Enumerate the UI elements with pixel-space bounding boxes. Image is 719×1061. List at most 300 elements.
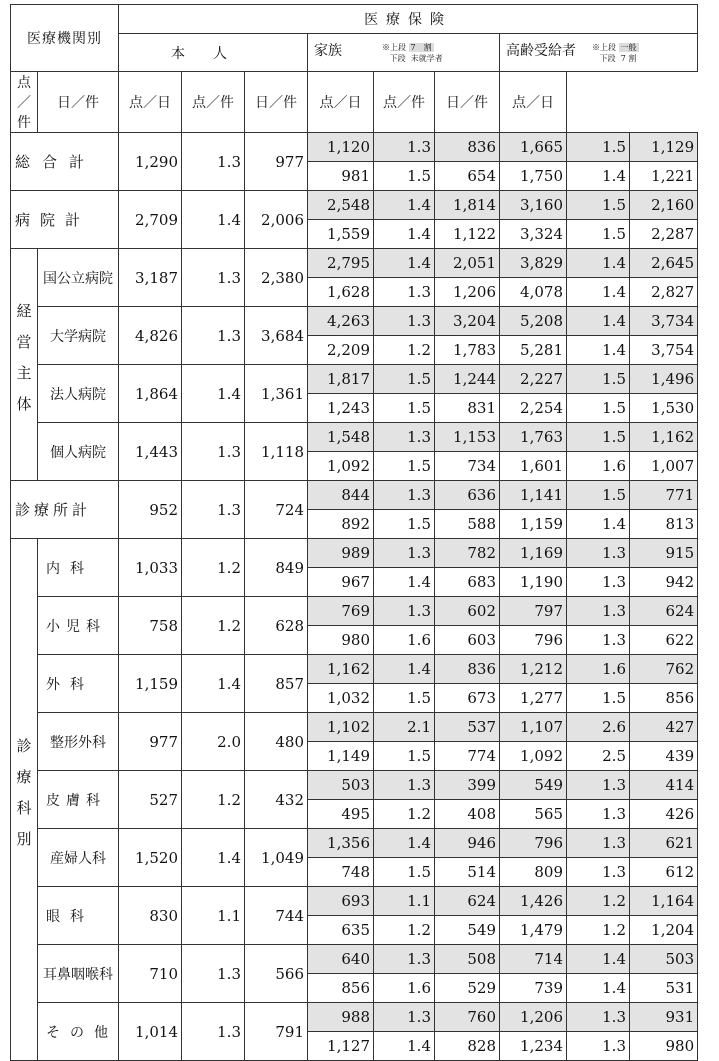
cell-lower: 426 xyxy=(630,800,698,829)
cell-upper: 1.5 xyxy=(374,365,435,394)
cell-upper: 1.3 xyxy=(374,481,435,510)
cell-upper: 640 xyxy=(308,945,374,974)
cell-honnin: 1,014 xyxy=(119,1003,182,1061)
cell-honnin: 952 xyxy=(119,481,182,539)
cell-lower: 654 xyxy=(435,162,500,191)
cell-lower: 1.3 xyxy=(567,1032,630,1061)
header-institution: 医療機関別 xyxy=(11,5,119,72)
cell-upper: 2,548 xyxy=(308,191,374,220)
row-label: 眼科 xyxy=(38,887,119,945)
cell-upper: 1.4 xyxy=(567,945,630,974)
cell-lower: 514 xyxy=(435,858,500,887)
cell-lower: 1.4 xyxy=(374,1032,435,1061)
cell-upper: 1,665 xyxy=(500,133,567,162)
cell-upper: 1.3 xyxy=(374,771,435,800)
cell-lower: 809 xyxy=(500,858,567,887)
cell-honnin: 3,684 xyxy=(245,307,308,365)
cell-lower: 1.5 xyxy=(567,220,630,249)
cell-honnin: 1,864 xyxy=(119,365,182,423)
cell-honnin: 566 xyxy=(245,945,308,1003)
cell-lower: 796 xyxy=(500,626,567,655)
cell-upper: 1.4 xyxy=(567,307,630,336)
cell-upper: 1.3 xyxy=(374,307,435,336)
cell-lower: 1,149 xyxy=(308,742,374,771)
cell-upper: 2,160 xyxy=(630,191,698,220)
cell-lower: 1.2 xyxy=(374,800,435,829)
cell-upper: 1.4 xyxy=(374,829,435,858)
cell-upper: 771 xyxy=(630,481,698,510)
cell-upper: 1,814 xyxy=(435,191,500,220)
cell-upper: 2,645 xyxy=(630,249,698,278)
cell-honnin: 1.2 xyxy=(182,539,245,597)
cell-lower: 1,092 xyxy=(500,742,567,771)
table-row xyxy=(11,1003,698,1032)
cell-honnin: 1.4 xyxy=(182,829,245,887)
cell-upper: 1,206 xyxy=(500,1003,567,1032)
cell-honnin: 1,443 xyxy=(119,423,182,481)
table-row xyxy=(11,307,698,336)
row-label: 外科 xyxy=(38,655,119,713)
cell-lower: 1.2 xyxy=(374,336,435,365)
koureisha-note-lower-value: 7 割 xyxy=(620,54,637,63)
cell-upper: 836 xyxy=(435,655,500,684)
cell-upper: 1.3 xyxy=(374,945,435,974)
cell-upper: 796 xyxy=(500,829,567,858)
cell-lower: 1.5 xyxy=(374,452,435,481)
cell-upper: 2,051 xyxy=(435,249,500,278)
cell-honnin: 1.3 xyxy=(182,423,245,481)
table-row xyxy=(11,133,698,162)
cell-lower: 603 xyxy=(435,626,500,655)
cell-honnin: 857 xyxy=(245,655,308,713)
cell-upper: 3,160 xyxy=(500,191,567,220)
cell-lower: 942 xyxy=(630,568,698,597)
cell-honnin: 1.3 xyxy=(182,249,245,307)
cell-lower: 1,190 xyxy=(500,568,567,597)
row-label: 総合計 xyxy=(11,133,119,191)
cell-upper: 503 xyxy=(308,771,374,800)
cell-lower: 1.2 xyxy=(567,916,630,945)
cell-upper: 1,162 xyxy=(308,655,374,684)
cell-upper: 2,795 xyxy=(308,249,374,278)
cell-lower: 856 xyxy=(630,684,698,713)
cell-upper: 797 xyxy=(500,597,567,626)
cell-lower: 1.6 xyxy=(374,626,435,655)
cell-upper: 1.3 xyxy=(567,771,630,800)
cell-upper: 2.6 xyxy=(567,713,630,742)
cell-upper: 1.5 xyxy=(567,423,630,452)
cell-lower: 1,127 xyxy=(308,1032,374,1061)
cell-upper: 1.1 xyxy=(374,887,435,916)
cell-lower: 1,783 xyxy=(435,336,500,365)
cell-upper: 503 xyxy=(630,945,698,974)
header-kazoku-cell xyxy=(308,34,500,72)
cell-lower: 1,221 xyxy=(630,162,698,191)
header-koureisha-cell xyxy=(500,34,698,72)
cell-honnin: 1.3 xyxy=(182,945,245,1003)
cell-lower: 1.6 xyxy=(374,974,435,1003)
table-row xyxy=(11,481,698,510)
cell-upper: 1,763 xyxy=(500,423,567,452)
cell-lower: 588 xyxy=(435,510,500,539)
row-label: その他 xyxy=(38,1003,119,1061)
cell-lower: 1.5 xyxy=(374,394,435,423)
cell-honnin: 830 xyxy=(119,887,182,945)
cell-upper: 1.3 xyxy=(374,539,435,568)
cell-lower: 1,032 xyxy=(308,684,374,713)
table-row xyxy=(11,539,698,568)
cell-honnin: 977 xyxy=(119,713,182,771)
group-label-shinryo: 診療科別 xyxy=(11,539,38,1061)
row-label: 病院計 xyxy=(11,191,119,249)
kazoku-note-lower-value: 未就学者 xyxy=(410,54,443,63)
header-koureisha: 高齢受給者 xyxy=(506,43,576,59)
cell-lower: 774 xyxy=(435,742,500,771)
cell-upper: 1.5 xyxy=(567,191,630,220)
cell-lower: 612 xyxy=(630,858,698,887)
cell-upper: 414 xyxy=(630,771,698,800)
cell-lower: 1.3 xyxy=(374,278,435,307)
cell-upper: 427 xyxy=(630,713,698,742)
cell-lower: 1.6 xyxy=(567,452,630,481)
cell-lower: 1,234 xyxy=(500,1032,567,1061)
cell-honnin: 744 xyxy=(245,887,308,945)
cell-honnin: 977 xyxy=(245,133,308,191)
cell-upper: 1,107 xyxy=(500,713,567,742)
cell-lower: 1,206 xyxy=(435,278,500,307)
table-row xyxy=(11,771,698,800)
koureisha-note-upper-value: 一般 xyxy=(620,43,637,52)
cell-upper: 621 xyxy=(630,829,698,858)
cell-honnin: 1,361 xyxy=(245,365,308,423)
medical-cost-table xyxy=(10,4,698,1061)
cell-upper: 1.4 xyxy=(374,191,435,220)
cell-lower: 4,078 xyxy=(500,278,567,307)
cell-upper: 1,169 xyxy=(500,539,567,568)
cell-lower: 967 xyxy=(308,568,374,597)
cell-lower: 531 xyxy=(630,974,698,1003)
table-body xyxy=(11,133,698,1061)
cell-lower: 1,277 xyxy=(500,684,567,713)
cell-upper: 1,102 xyxy=(308,713,374,742)
cell-upper: 760 xyxy=(435,1003,500,1032)
koureisha-note-upper-label: ※上段 xyxy=(592,43,616,52)
cell-lower: 1,530 xyxy=(630,394,698,423)
cell-lower: 408 xyxy=(435,800,500,829)
cell-upper: 602 xyxy=(435,597,500,626)
table-row xyxy=(11,945,698,974)
cell-honnin: 710 xyxy=(119,945,182,1003)
cell-lower: 529 xyxy=(435,974,500,1003)
cell-lower: 1.5 xyxy=(567,394,630,423)
unit-header: 点／件 xyxy=(374,72,435,133)
unit-header: 点／件 xyxy=(11,72,38,133)
cell-upper: 624 xyxy=(435,887,500,916)
unit-header: 日／件 xyxy=(435,72,500,133)
unit-header: 日／件 xyxy=(38,72,119,133)
unit-header: 点／日 xyxy=(119,72,182,133)
cell-lower: 549 xyxy=(435,916,500,945)
kazoku-note-upper-value: 7 割 xyxy=(410,43,432,52)
cell-lower: 495 xyxy=(308,800,374,829)
cell-honnin: 1,033 xyxy=(119,539,182,597)
cell-upper: 714 xyxy=(500,945,567,974)
cell-upper: 1,162 xyxy=(630,423,698,452)
table-header xyxy=(11,5,698,133)
cell-honnin: 2,006 xyxy=(245,191,308,249)
unit-header: 点／日 xyxy=(500,72,567,133)
row-label: 産婦人科 xyxy=(38,829,119,887)
cell-lower: 2,209 xyxy=(308,336,374,365)
cell-lower: 981 xyxy=(308,162,374,191)
cell-upper: 762 xyxy=(630,655,698,684)
cell-honnin: 432 xyxy=(245,771,308,829)
cell-lower: 1.5 xyxy=(374,162,435,191)
cell-honnin: 1,159 xyxy=(119,655,182,713)
cell-upper: 1.3 xyxy=(374,423,435,452)
cell-upper: 1.3 xyxy=(567,829,630,858)
row-label: 国公立病院 xyxy=(38,249,119,307)
table-row xyxy=(11,597,698,626)
cell-upper: 1.3 xyxy=(374,133,435,162)
cell-upper: 636 xyxy=(435,481,500,510)
row-label: 皮膚科 xyxy=(38,771,119,829)
cell-lower: 635 xyxy=(308,916,374,945)
cell-upper: 399 xyxy=(435,771,500,800)
cell-upper: 915 xyxy=(630,539,698,568)
cell-upper: 5,208 xyxy=(500,307,567,336)
cell-upper: 2,227 xyxy=(500,365,567,394)
cell-honnin: 724 xyxy=(245,481,308,539)
cell-upper: 549 xyxy=(500,771,567,800)
cell-lower: 734 xyxy=(435,452,500,481)
cell-upper: 931 xyxy=(630,1003,698,1032)
cell-lower: 892 xyxy=(308,510,374,539)
cell-upper: 624 xyxy=(630,597,698,626)
kazoku-note-lower-label: 下段 xyxy=(389,54,406,63)
cell-upper: 693 xyxy=(308,887,374,916)
unit-header: 点／件 xyxy=(182,72,245,133)
cell-honnin: 1.4 xyxy=(182,191,245,249)
cell-honnin: 1,118 xyxy=(245,423,308,481)
cell-upper: 836 xyxy=(435,133,500,162)
cell-lower: 1.4 xyxy=(567,336,630,365)
cell-lower: 856 xyxy=(308,974,374,1003)
cell-honnin: 4,826 xyxy=(119,307,182,365)
cell-lower: 1.5 xyxy=(374,684,435,713)
cell-upper: 988 xyxy=(308,1003,374,1032)
cell-upper: 769 xyxy=(308,597,374,626)
cell-lower: 1,479 xyxy=(500,916,567,945)
cell-lower: 1.5 xyxy=(567,684,630,713)
cell-lower: 1,092 xyxy=(308,452,374,481)
cell-upper: 1.3 xyxy=(567,597,630,626)
cell-lower: 1.2 xyxy=(374,916,435,945)
cell-lower: 3,754 xyxy=(630,336,698,365)
cell-honnin: 1.3 xyxy=(182,307,245,365)
cell-upper: 844 xyxy=(308,481,374,510)
cell-upper: 3,734 xyxy=(630,307,698,336)
cell-lower: 980 xyxy=(630,1032,698,1061)
cell-upper: 1.3 xyxy=(567,539,630,568)
cell-lower: 1,628 xyxy=(308,278,374,307)
cell-upper: 1.5 xyxy=(567,133,630,162)
cell-upper: 1.5 xyxy=(567,365,630,394)
cell-upper: 1,817 xyxy=(308,365,374,394)
cell-lower: 673 xyxy=(435,684,500,713)
cell-lower: 1,750 xyxy=(500,162,567,191)
cell-upper: 2.1 xyxy=(374,713,435,742)
header-koureisha-note xyxy=(592,42,639,64)
cell-upper: 1,426 xyxy=(500,887,567,916)
table-row xyxy=(11,365,698,394)
cell-upper: 1.4 xyxy=(567,249,630,278)
cell-lower: 565 xyxy=(500,800,567,829)
cell-lower: 828 xyxy=(435,1032,500,1061)
row-label: 個人病院 xyxy=(38,423,119,481)
row-label: 大学病院 xyxy=(38,307,119,365)
table-row xyxy=(11,249,698,278)
cell-lower: 2,827 xyxy=(630,278,698,307)
unit-header: 点／日 xyxy=(308,72,374,133)
cell-honnin: 1.3 xyxy=(182,133,245,191)
unit-header-row xyxy=(11,72,698,133)
cell-lower: 1,243 xyxy=(308,394,374,423)
cell-lower: 5,281 xyxy=(500,336,567,365)
header-kazoku-note xyxy=(382,42,443,64)
cell-honnin: 628 xyxy=(245,597,308,655)
cell-upper: 1,164 xyxy=(630,887,698,916)
cell-upper: 1,153 xyxy=(435,423,500,452)
cell-lower: 980 xyxy=(308,626,374,655)
cell-honnin: 3,187 xyxy=(119,249,182,307)
cell-lower: 1.5 xyxy=(374,742,435,771)
cell-lower: 1.5 xyxy=(374,510,435,539)
cell-lower: 1,559 xyxy=(308,220,374,249)
cell-honnin: 527 xyxy=(119,771,182,829)
cell-lower: 1.3 xyxy=(567,800,630,829)
cell-upper: 1.3 xyxy=(567,1003,630,1032)
cell-upper: 1,548 xyxy=(308,423,374,452)
cell-upper: 3,204 xyxy=(435,307,500,336)
row-label: 診療所計 xyxy=(11,481,119,539)
cell-upper: 3,829 xyxy=(500,249,567,278)
cell-upper: 1.5 xyxy=(567,481,630,510)
cell-honnin: 480 xyxy=(245,713,308,771)
cell-lower: 1.4 xyxy=(567,278,630,307)
cell-upper: 1.4 xyxy=(374,249,435,278)
cell-upper: 782 xyxy=(435,539,500,568)
cell-lower: 1.4 xyxy=(567,510,630,539)
cell-upper: 508 xyxy=(435,945,500,974)
cell-lower: 622 xyxy=(630,626,698,655)
table-row xyxy=(11,655,698,684)
cell-lower: 739 xyxy=(500,974,567,1003)
header-kazoku: 家族 xyxy=(314,43,342,59)
cell-honnin: 2,709 xyxy=(119,191,182,249)
cell-lower: 1.4 xyxy=(567,162,630,191)
cell-honnin: 1,520 xyxy=(119,829,182,887)
cell-honnin: 2.0 xyxy=(182,713,245,771)
header-honnin: 本人 xyxy=(119,34,308,72)
table-row xyxy=(11,887,698,916)
table-row xyxy=(11,713,698,742)
cell-upper: 1,244 xyxy=(435,365,500,394)
cell-lower: 748 xyxy=(308,858,374,887)
cell-lower: 1,007 xyxy=(630,452,698,481)
group-label-keiei: 経営主体 xyxy=(11,249,38,481)
cell-upper: 1.4 xyxy=(374,655,435,684)
cell-honnin: 1,049 xyxy=(245,829,308,887)
table-row xyxy=(11,829,698,858)
cell-lower: 683 xyxy=(435,568,500,597)
cell-upper: 1,496 xyxy=(630,365,698,394)
cell-lower: 1.4 xyxy=(567,974,630,1003)
cell-honnin: 2,380 xyxy=(245,249,308,307)
cell-lower: 1,601 xyxy=(500,452,567,481)
row-label: 整形外科 xyxy=(38,713,119,771)
unit-header: 日／件 xyxy=(245,72,308,133)
cell-honnin: 1.4 xyxy=(182,365,245,423)
cell-upper: 1,356 xyxy=(308,829,374,858)
cell-upper: 1,129 xyxy=(630,133,698,162)
koureisha-note-lower-label: 下段 xyxy=(599,54,616,63)
cell-honnin: 791 xyxy=(245,1003,308,1061)
cell-upper: 537 xyxy=(435,713,500,742)
cell-lower: 1,204 xyxy=(630,916,698,945)
cell-honnin: 1.3 xyxy=(182,1003,245,1061)
cell-honnin: 758 xyxy=(119,597,182,655)
cell-upper: 1.3 xyxy=(374,597,435,626)
cell-upper: 1.6 xyxy=(567,655,630,684)
cell-honnin: 1.4 xyxy=(182,655,245,713)
cell-lower: 2,254 xyxy=(500,394,567,423)
cell-lower: 1.4 xyxy=(374,220,435,249)
cell-upper: 946 xyxy=(435,829,500,858)
cell-lower: 1,159 xyxy=(500,510,567,539)
cell-lower: 439 xyxy=(630,742,698,771)
row-label: 法人病院 xyxy=(38,365,119,423)
cell-honnin: 1,290 xyxy=(119,133,182,191)
cell-lower: 1,122 xyxy=(435,220,500,249)
cell-honnin: 1.2 xyxy=(182,597,245,655)
cell-lower: 831 xyxy=(435,394,500,423)
cell-lower: 1.4 xyxy=(374,568,435,597)
cell-honnin: 1.1 xyxy=(182,887,245,945)
kazoku-note-upper-label: ※上段 xyxy=(382,43,406,52)
cell-lower: 813 xyxy=(630,510,698,539)
cell-honnin: 849 xyxy=(245,539,308,597)
table-row xyxy=(11,191,698,220)
row-label: 小児科 xyxy=(38,597,119,655)
cell-upper: 1.3 xyxy=(374,1003,435,1032)
table-row xyxy=(11,423,698,452)
cell-upper: 1.2 xyxy=(567,887,630,916)
cell-upper: 989 xyxy=(308,539,374,568)
cell-upper: 1,141 xyxy=(500,481,567,510)
header-insurance: 医療保険 xyxy=(119,5,698,34)
cell-honnin: 1.3 xyxy=(182,481,245,539)
cell-upper: 1,120 xyxy=(308,133,374,162)
cell-lower: 2.5 xyxy=(567,742,630,771)
cell-lower: 2,287 xyxy=(630,220,698,249)
row-label: 内科 xyxy=(38,539,119,597)
cell-honnin: 1.2 xyxy=(182,771,245,829)
cell-lower: 1.5 xyxy=(374,858,435,887)
cell-upper: 1,212 xyxy=(500,655,567,684)
row-label: 耳鼻咽喉科 xyxy=(38,945,119,1003)
cell-lower: 3,324 xyxy=(500,220,567,249)
